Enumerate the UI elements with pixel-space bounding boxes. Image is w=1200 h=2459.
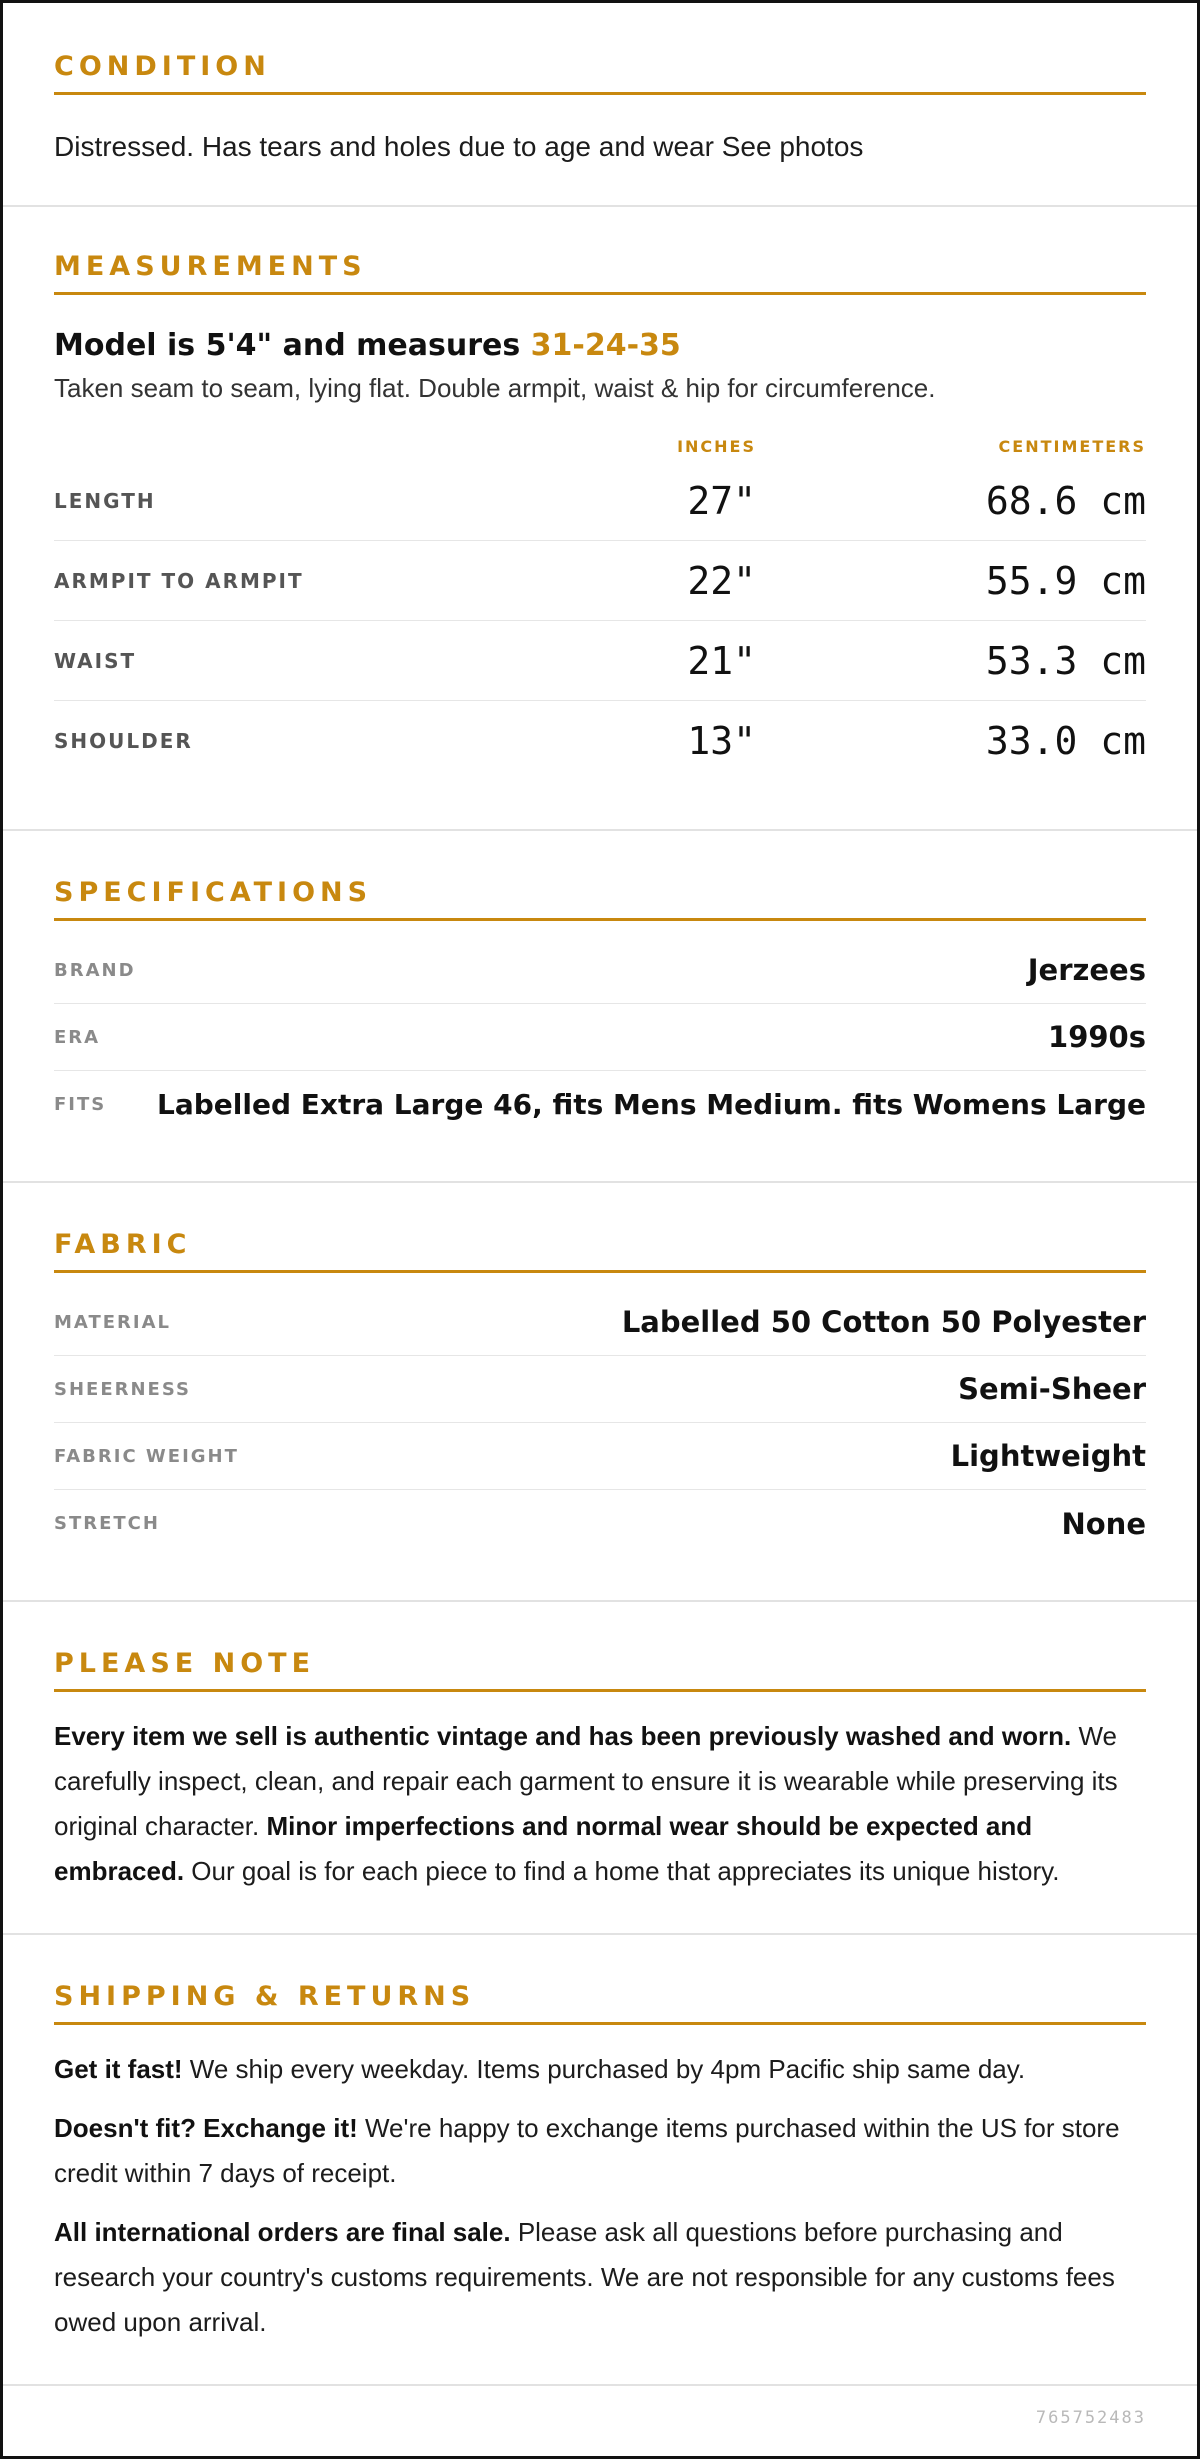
- measurements-header: [54, 431, 1146, 461]
- model-measures-line: [54, 327, 1146, 365]
- specifications-list: [54, 937, 1146, 1138]
- shipping-text-3: Please ask all questions before purchasing and research your country's customs requirements. We are not responsible for any customs fees owed upon arrival.: [54, 2217, 1115, 2337]
- measurement-cm: 53.3 cm: [985, 638, 1146, 683]
- specifications-title: SPECIFICATIONS: [54, 879, 1146, 921]
- shipping-returns-section: [3, 1935, 1197, 2386]
- fabric-row-material: [54, 1289, 1146, 1356]
- measurement-cm: 68.6 cm: [985, 478, 1146, 523]
- fabric-list: [54, 1289, 1146, 1557]
- measurement-label: LENGTH: [54, 488, 156, 513]
- measurements-title: MEASUREMENTS: [54, 253, 1146, 295]
- condition-title: CONDITION: [54, 53, 1146, 95]
- condition-text: Distressed. Has tears and holes due to age and wear See photos: [54, 131, 864, 162]
- fabric-value: Labelled 50 Cotton 50 Polyester: [621, 1305, 1146, 1339]
- fabric-row-stretch: [54, 1490, 1146, 1557]
- shipping-paragraph-2: [54, 2106, 1146, 2196]
- fabric-section: [3, 1183, 1197, 1602]
- measurement-inches: 13": [687, 719, 756, 763]
- spec-row-fits: [54, 1071, 1146, 1138]
- specifications-section: [3, 831, 1197, 1183]
- measurement-label: WAIST: [54, 648, 137, 673]
- note-bold-1: Every item we sell is authentic vintage and has been previously washed and worn.: [54, 1721, 1072, 1751]
- shipping-returns-text: [54, 2047, 1146, 2345]
- model-measures-value: 31-24-35: [530, 328, 681, 363]
- shipping-bold-1: Get it fast!: [54, 2054, 183, 2084]
- measurement-inches: 22": [687, 558, 756, 603]
- please-note-title: PLEASE NOTE: [54, 1650, 1146, 1692]
- spec-label: ERA: [54, 1026, 101, 1048]
- condition-section: [3, 3, 1197, 207]
- fabric-value: None: [1061, 1506, 1146, 1541]
- measurement-row-armpit: [54, 541, 1146, 621]
- measurement-cm: 55.9 cm: [985, 558, 1146, 603]
- shipping-text-1: We ship every weekday. Items purchased by 4pm Pacific ship same day.: [182, 2054, 1026, 2084]
- product-id: 765752483: [1035, 2408, 1146, 2428]
- measurement-row-shoulder: [54, 701, 1146, 781]
- note-text-2: Our goal is for each piece to find a home that appreciates its unique history.: [184, 1856, 1060, 1886]
- shipping-bold-3: All international orders are final sale.: [54, 2217, 511, 2247]
- fabric-row-sheerness: [54, 1356, 1146, 1423]
- fabric-value: Semi-Sheer: [958, 1372, 1146, 1406]
- measurement-cm: 33.0 cm: [985, 719, 1146, 763]
- shipping-returns-title: SHIPPING & RETURNS: [54, 1983, 1146, 2025]
- note-text-1: We carefully inspect, clean, and repair each garment to ensure it is wearable while preserving its original character.: [54, 1721, 1118, 1841]
- measurements-subtitle: Taken seam to seam, lying flat. Double armpit, waist & hip for circumference.: [54, 373, 936, 403]
- shipping-bold-2: Doesn't fit? Exchange it!: [54, 2113, 358, 2143]
- model-measures-prefix: Model is 5'4" and measures: [54, 328, 531, 363]
- note-bold-2: Minor imperfections and normal wear should be expected and embraced.: [54, 1811, 1033, 1886]
- fabric-value: Lightweight: [950, 1439, 1146, 1473]
- centimeters-column-header: CENTIMETERS: [998, 436, 1146, 456]
- spec-value: Labelled Extra Large 46, fits Mens Medium. fits Womens Large: [157, 1088, 1146, 1121]
- fabric-label: FABRIC WEIGHT: [54, 1445, 239, 1467]
- fabric-label: MATERIAL: [54, 1311, 171, 1333]
- spec-value: Jerzees: [1027, 953, 1146, 987]
- spec-row-brand: [54, 937, 1146, 1004]
- please-note-section: [3, 1602, 1197, 1935]
- measurement-label: ARMPIT TO ARMPIT: [54, 568, 304, 593]
- spec-value: 1990s: [1048, 1020, 1146, 1054]
- fabric-label: SHEERNESS: [54, 1378, 191, 1400]
- measurements-table: [54, 431, 1146, 781]
- fabric-row-weight: [54, 1423, 1146, 1490]
- please-note-text: [54, 1714, 1146, 1894]
- measurement-inches: 21": [687, 638, 756, 683]
- fabric-title: FABRIC: [54, 1231, 1146, 1273]
- spec-label: BRAND: [54, 959, 136, 981]
- inches-column-header: INCHES: [677, 436, 756, 456]
- shipping-text-2: We're happy to exchange items purchased within the US for store credit within 7 days of receipt.: [54, 2113, 1120, 2188]
- measurement-inches: 27": [687, 478, 756, 523]
- measurement-label: SHOULDER: [54, 729, 193, 753]
- measurement-row-length: [54, 461, 1146, 541]
- shipping-paragraph-1: [54, 2047, 1146, 2092]
- measurements-section: [3, 207, 1197, 831]
- measurement-row-waist: [54, 621, 1146, 701]
- spec-row-era: [54, 1004, 1146, 1071]
- shipping-paragraph-3: [54, 2210, 1146, 2345]
- fabric-label: STRETCH: [54, 1513, 160, 1534]
- spec-label: FITS: [54, 1094, 107, 1115]
